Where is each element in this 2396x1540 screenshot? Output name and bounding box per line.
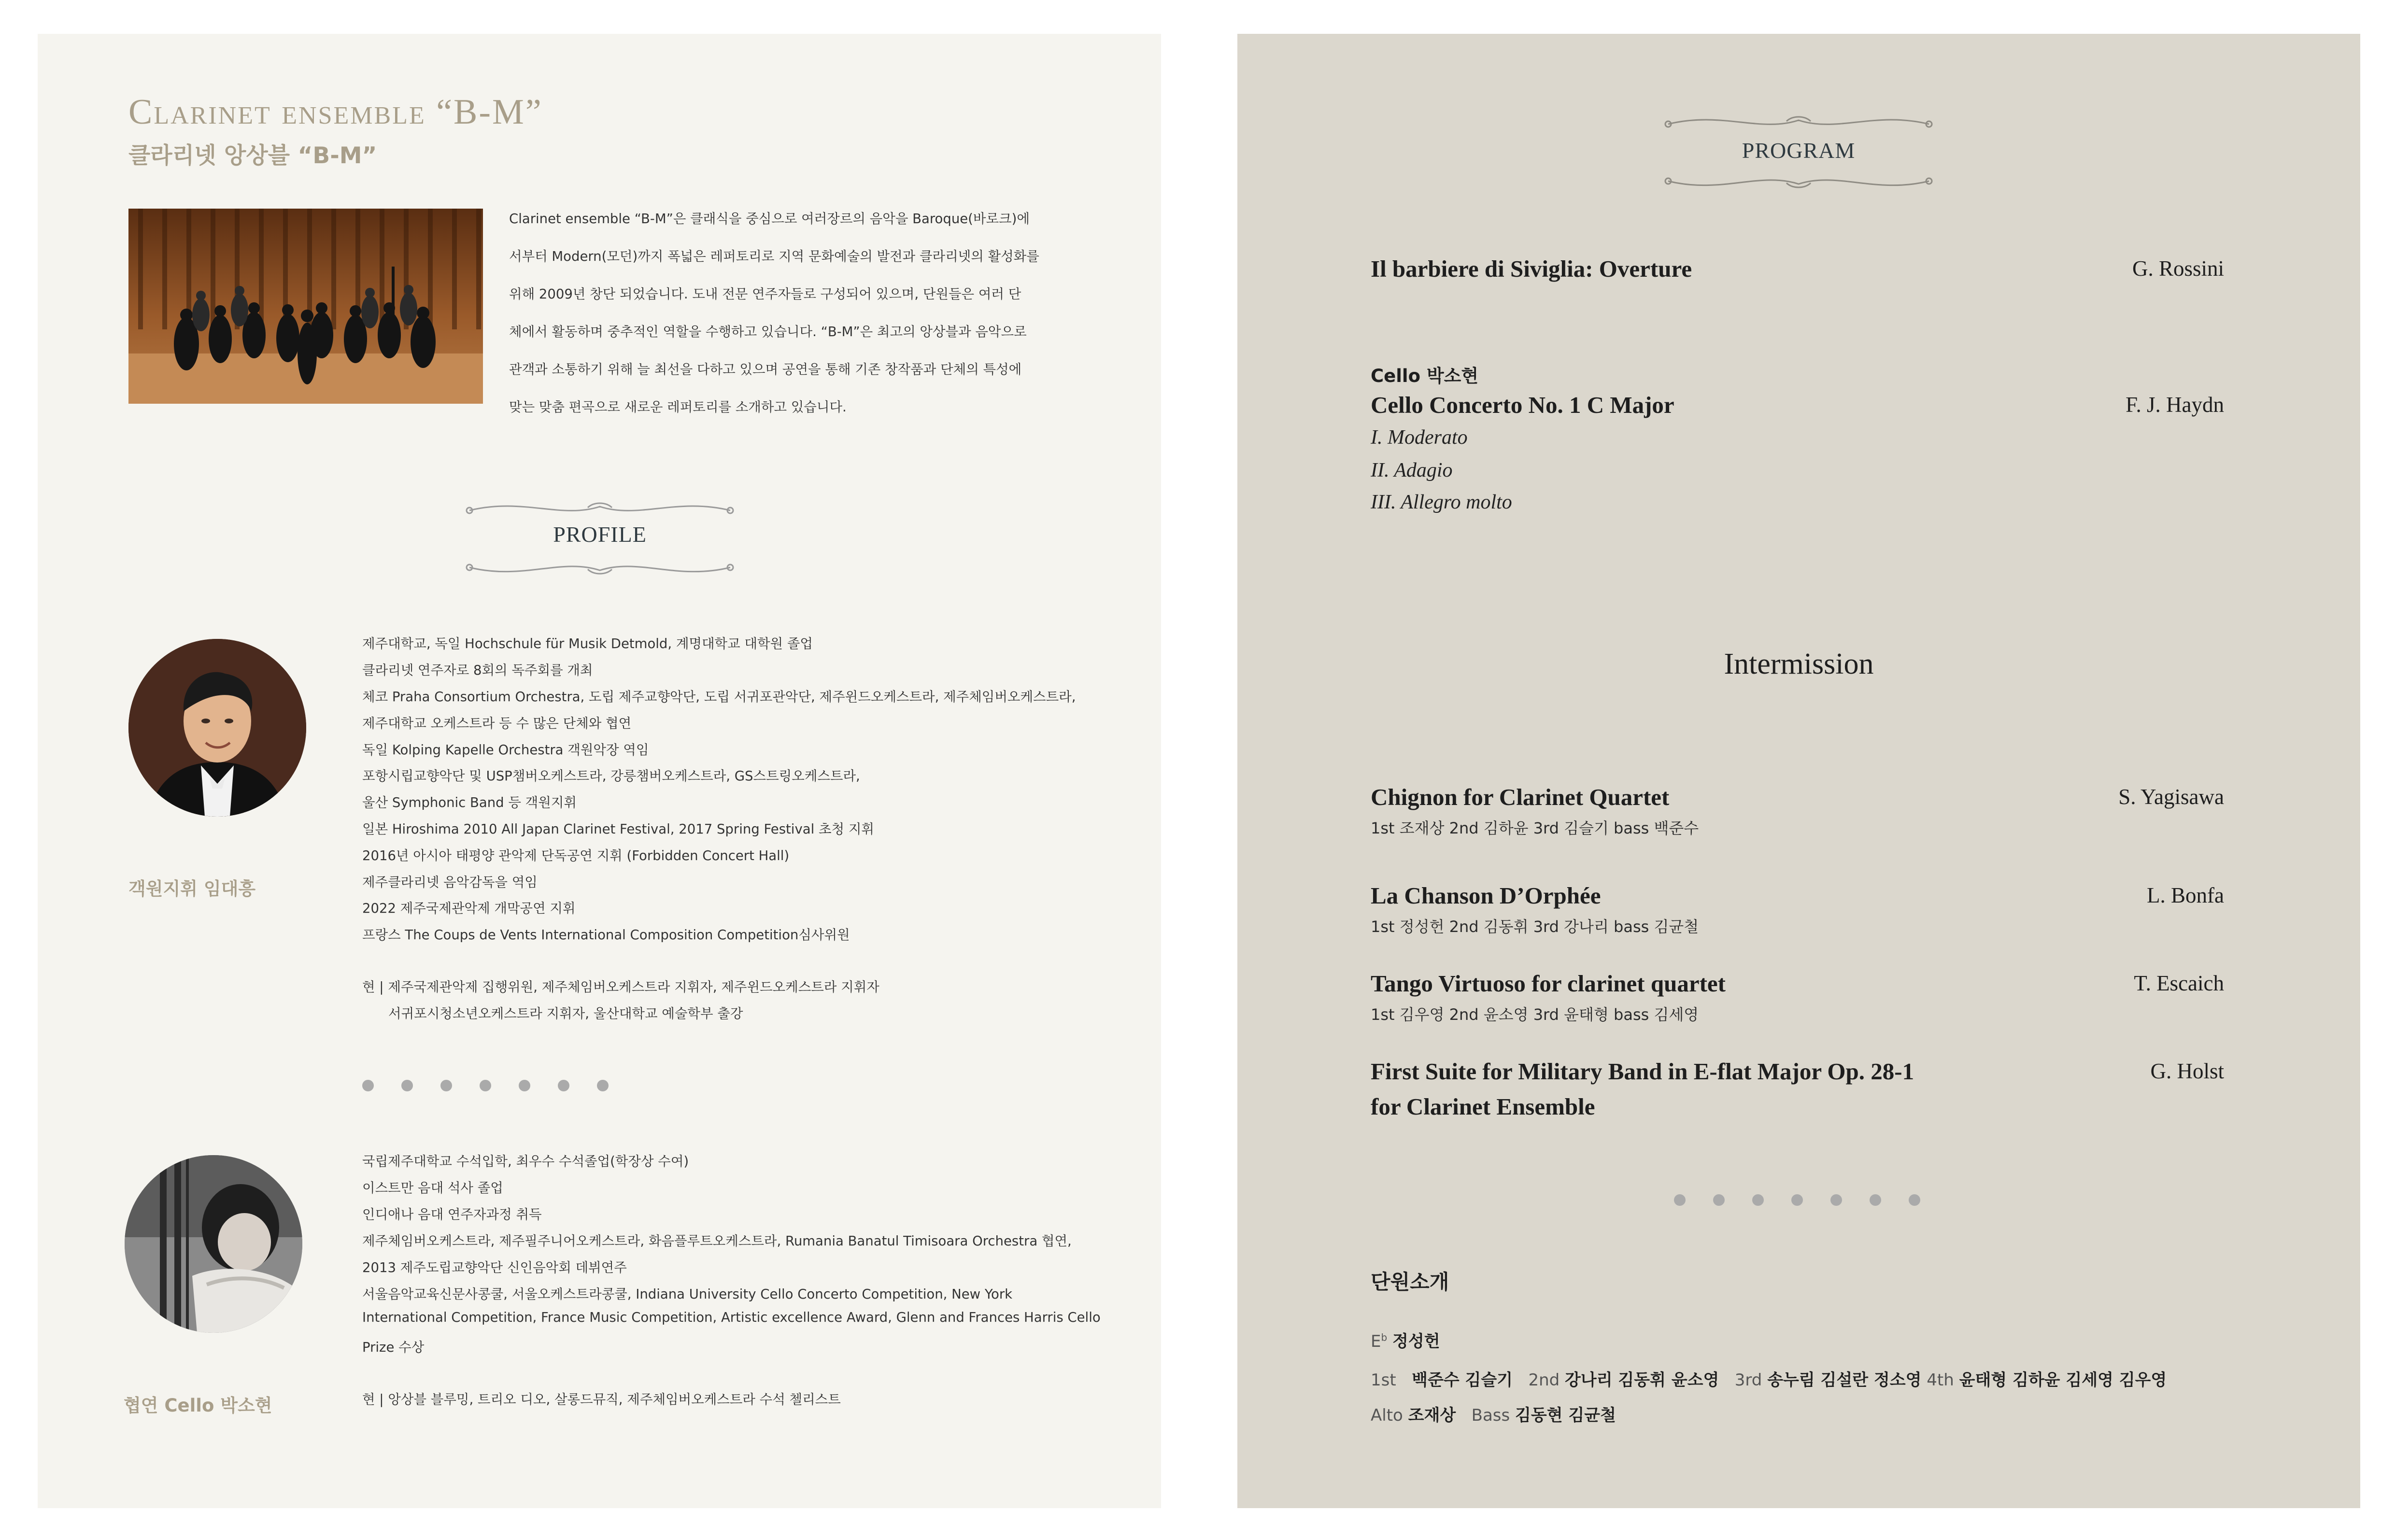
- piece-title: La Chanson D’Orphée: [1371, 882, 1601, 909]
- ensemble-title-ko: 클라리넷 앙상블 “B-M”: [128, 142, 377, 169]
- conductor-current-position: 현 | 제주국제관악제 집행위원, 제주체임버오케스트라 지휘자, 제주윈드오케스트라 지휘자: [362, 979, 879, 995]
- divider-dot: [1791, 1194, 1803, 1206]
- part-label: E: [1371, 1332, 1381, 1351]
- piece-soloist: Cello 박소현: [1371, 366, 1479, 386]
- member-names: 김동현 김균철: [1515, 1406, 1616, 1425]
- intermission-label: Intermission: [1724, 648, 1874, 680]
- conductor-bio-line: 제주대학교, 독일 Hochschule für Musik Detmold, 계명대학교 대학원 졸업: [362, 636, 813, 651]
- conductor-current-position: 서귀포시청소년오케스트라 지휘자, 울산대학교 예술학부 출강: [388, 1006, 743, 1021]
- divider-dot: [558, 1080, 569, 1091]
- cellist-current-position: 현 | 앙상블 블루밍, 트리오 디오, 살롱드뮤직, 제주체임버오케스트라 수석 첼리스트: [362, 1392, 841, 1407]
- cellist-caption: 협연 Cello 박소현: [124, 1395, 272, 1416]
- piece-title: Tango Virtuoso for clarinet quartet: [1371, 970, 1726, 997]
- program-page: [1237, 34, 2360, 1508]
- piece-composer: G. Rossini: [2132, 256, 2224, 281]
- divider-dot: [519, 1080, 530, 1091]
- cellist-portrait: [125, 1155, 302, 1333]
- piece-title: Chignon for Clarinet Quartet: [1371, 784, 1670, 810]
- divider-dot: [1752, 1194, 1764, 1206]
- member-names: 송누림 김설란 정소영: [1767, 1370, 1922, 1390]
- program-heading: PROGRAM: [1742, 138, 1856, 163]
- conductor-caption: 객원지휘 임대흥: [128, 878, 256, 899]
- profile-heading: PROFILE: [553, 522, 647, 547]
- conductor-bio-line: 2022 제주국제관악제 개막공연 지휘: [362, 901, 576, 916]
- conductor-portrait-image: [128, 639, 306, 817]
- piece-title: Cello Concerto No. 1 C Major: [1371, 392, 1674, 418]
- divider-dot: [1713, 1194, 1725, 1206]
- part-label: 2nd: [1528, 1370, 1560, 1390]
- member-row-eb: [1371, 1328, 1440, 1352]
- divider-dot: [1674, 1194, 1686, 1206]
- ensemble-photo: [128, 209, 483, 404]
- intro-line: 체에서 활동하며 중추적인 역할을 수행하고 있습니다. “B-M”은 최고의 앙상블과 음악으로: [509, 324, 1027, 339]
- members-heading: 단원소개: [1371, 1270, 1449, 1294]
- divider-dot: [362, 1080, 374, 1091]
- divider-dot: [1909, 1194, 1920, 1206]
- cellist-portrait-image: [125, 1155, 302, 1333]
- member-names: 정성헌: [1392, 1332, 1440, 1351]
- divider-dot: [440, 1080, 452, 1091]
- piece-composer: S. Yagisawa: [2118, 785, 2224, 809]
- cellist-bio-line: 이스트만 음대 석사 졸업: [362, 1180, 503, 1196]
- piece-composer: F. J. Haydn: [2126, 393, 2224, 417]
- part-label: Alto: [1371, 1406, 1403, 1425]
- cellist-bio-line: Prize 수상: [362, 1340, 425, 1355]
- piece-composer: L. Bonfa: [2147, 883, 2224, 907]
- conductor-bio-line: 독일 Kolping Kapelle Orchestra 객원악장 역임: [362, 742, 649, 758]
- divider-dot: [1830, 1194, 1842, 1206]
- divider-dot: [597, 1080, 609, 1091]
- divider-dot: [401, 1080, 413, 1091]
- piece-players: 1st 김우영 2nd 윤소영 3rd 윤태형 bass 김세영: [1371, 1005, 1699, 1024]
- cellist-bio-line: 서울음악교육신문사콩쿨, 서울오케스트라콩쿨, Indiana University Cello Concerto Competition, New York: [362, 1286, 1013, 1302]
- cellist-bio-line: 인디애나 음대 연주자과정 취득: [362, 1207, 542, 1222]
- intro-line: Clarinet ensemble “B-M”은 클래식을 중심으로 여러장르의 음악을 Baroque(바로크)에: [509, 211, 1030, 226]
- conductor-bio-line: 프랑스 The Coups de Vents International Composition Competition심사위원: [362, 927, 850, 943]
- piece-players: 1st 조재상 2nd 김하윤 3rd 김슬기 bass 백준수: [1371, 819, 1699, 837]
- conductor-bio-line: 일본 Hiroshima 2010 All Japan Clarinet Festival, 2017 Spring Festival 초청 지휘: [362, 821, 874, 837]
- cellist-bio-line: 국립제주대학교 수석입학, 최우수 수석졸업(학장상 수여): [362, 1154, 689, 1169]
- intro-line: 위해 2009년 창단 되었습니다. 도내 전문 연주자들로 구성되어 있으며, 단원들은 여러 단: [509, 286, 1021, 302]
- piece-title: First Suite for Military Band in E-flat Major Op. 28-1: [1371, 1058, 1914, 1085]
- part-label: Bass: [1471, 1406, 1510, 1425]
- movement: II. Adagio: [1371, 459, 1453, 481]
- cellist-bio-line: International Competition, France Music Competition, Artistic excellence Award, Glenn and Frances Harris Cello: [362, 1310, 1101, 1325]
- piece-title: Il barbiere di Siviglia: Overture: [1371, 255, 1692, 282]
- conductor-bio-line: 클라리넷 연주자로 8회의 독주회를 개최: [362, 663, 593, 678]
- member-names: 백준수 김슬기: [1412, 1370, 1513, 1390]
- cellist-bio-line: 2013 제주도립교향악단 신인음악회 데뷔연주: [362, 1260, 627, 1275]
- part-label-flat: b: [1381, 1331, 1388, 1343]
- ensemble-profile-page: [38, 34, 1161, 1508]
- part-label: 4th: [1927, 1370, 1954, 1390]
- cellist-bio-line: 제주체임버오케스트라, 제주필주니어오케스트라, 화음플루트오케스트라, Rumania Banatul Timisoara Orchestra 협연,: [362, 1233, 1072, 1249]
- member-names: 윤태형 김하윤 김세영 김우영: [1959, 1370, 2167, 1390]
- conductor-bio-line: 2016년 아시아 태평양 관악제 단독공연 지휘 (Forbidden Concert Hall): [362, 848, 790, 863]
- ensemble-title-en: Clarinet ensemble “B-M”: [128, 92, 543, 132]
- intro-line: 서부터 Modern(모던)까지 폭넓은 레퍼토리로 지역 문화예술의 발전과 클라리넷의 활성화를: [509, 249, 1039, 264]
- divider-dot: [480, 1080, 491, 1091]
- part-label: 3rd: [1734, 1370, 1762, 1390]
- conductor-portrait: [128, 639, 306, 817]
- conductor-bio-line: 제주클라리넷 음악감독을 역임: [362, 875, 538, 890]
- member-names: 강나리 김동휘 윤소영: [1565, 1370, 1719, 1390]
- member-names: 조재상: [1408, 1406, 1456, 1425]
- part-label: 1st: [1371, 1370, 1396, 1390]
- piece-composer: T. Escaich: [2134, 971, 2224, 995]
- piece-composer: G. Holst: [2150, 1059, 2224, 1083]
- divider-dot: [1870, 1194, 1881, 1206]
- movement: I. Moderato: [1371, 426, 1468, 449]
- piece-players: 1st 정성헌 2nd 김동휘 3rd 강나리 bass 김균철: [1371, 918, 1699, 936]
- conductor-bio-line: 체코 Praha Consortium Orchestra, 도립 제주교향악단, 도립 서귀포관악단, 제주윈드오케스트라, 제주체임버오케스트라,: [362, 689, 1076, 705]
- member-row-low-clarinets: [1371, 1402, 1616, 1426]
- intro-line: 맞는 맞춤 편곡으로 새로운 레퍼토리를 소개하고 있습니다.: [509, 399, 847, 415]
- member-row-clarinets: [1371, 1367, 2167, 1390]
- ensemble-photo-image: [128, 209, 483, 404]
- intro-line: 관객과 소통하기 위해 늘 최선을 다하고 있으며 공연을 통해 기존 창작품과 단체의 특성에: [509, 362, 1022, 377]
- conductor-bio-line: 제주대학교 오케스트라 등 수 많은 단체와 협연: [362, 716, 632, 731]
- conductor-bio-line: 울산 Symphonic Band 등 객원지휘: [362, 795, 577, 810]
- movement: III. Allegro molto: [1371, 491, 1512, 513]
- piece-title-continued: for Clarinet Ensemble: [1371, 1093, 1595, 1120]
- conductor-bio-line: 포항시립교향악단 및 USP챔버오케스트라, 강릉챔버오케스트라, GS스트링오케스트라,: [362, 768, 860, 784]
